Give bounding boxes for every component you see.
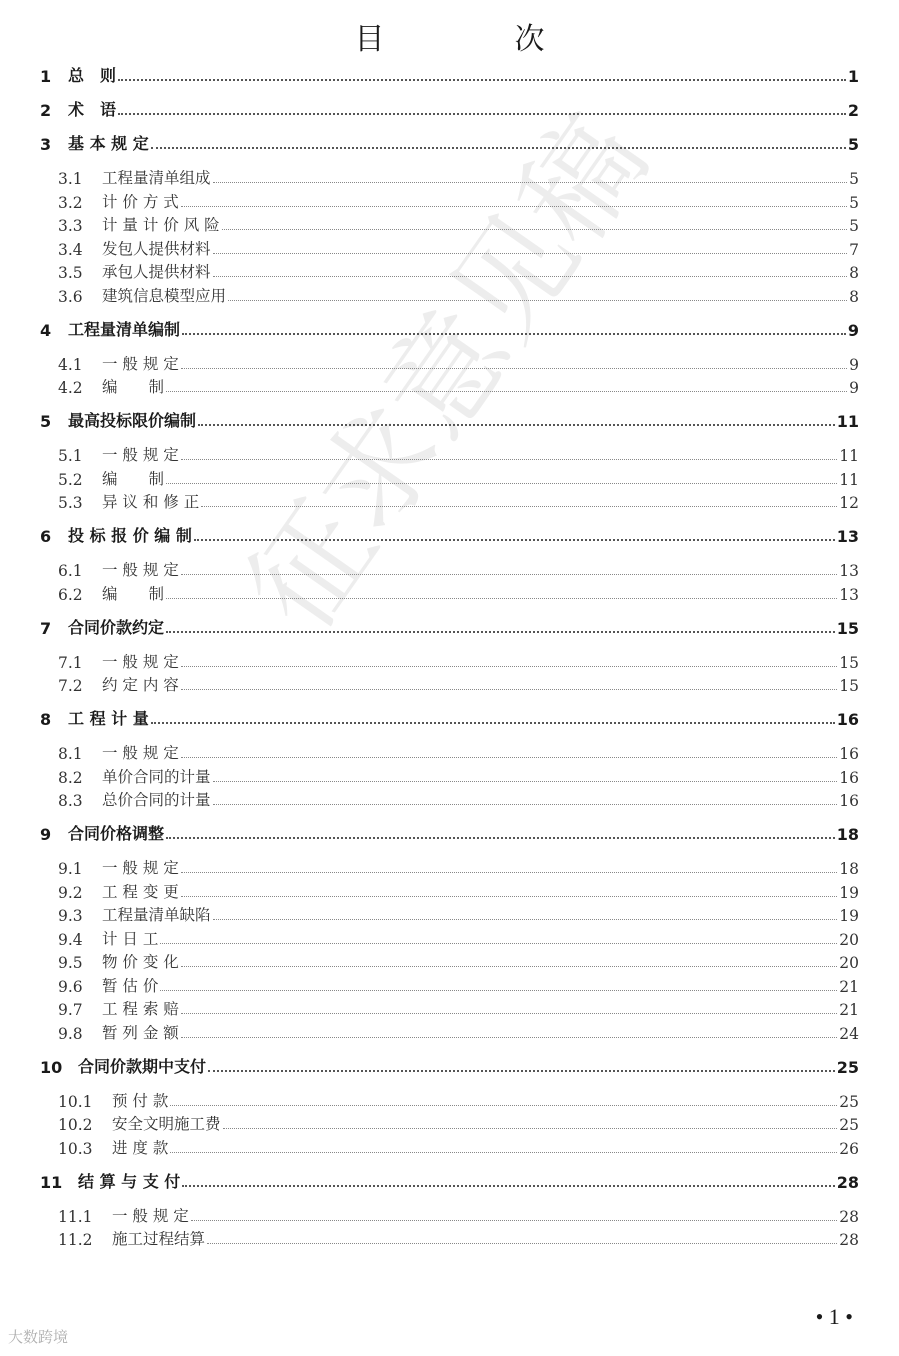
toc-entry-label: 编 制 <box>102 469 165 488</box>
toc-entry-number: 3.4 <box>58 240 83 259</box>
watermark: 征求意见稿 <box>221 91 673 655</box>
toc-chapter-entry[interactable] <box>40 62 859 86</box>
toc-entry-number: 5.3 <box>58 494 83 512</box>
toc-chapter-entry[interactable] <box>40 316 859 340</box>
toc-entry-number: 7 <box>40 618 52 638</box>
toc-entry-page: 19 <box>839 883 859 902</box>
toc-entry-label: 基 本 规 定 <box>68 134 149 153</box>
dot-leader <box>170 1152 837 1153</box>
toc-chapter-entry[interactable] <box>40 1053 859 1077</box>
toc-entry-label: 单价合同的计量 <box>102 767 211 786</box>
dot-leader <box>118 113 846 115</box>
toc-entry-label: 建筑信息模型应用 <box>102 286 227 305</box>
dot-leader <box>182 1185 834 1187</box>
toc-entry-page: 21 <box>839 1001 859 1019</box>
page-number: • 1 • <box>815 1304 853 1329</box>
toc-entry-label: 计 价 方 式 <box>102 192 179 211</box>
toc-section-entry[interactable] <box>58 1110 859 1134</box>
toc-entry-number: 3.6 <box>58 287 83 306</box>
toc-section-entry[interactable] <box>58 786 859 810</box>
toc-entry-label: 工程量清单编制 <box>68 319 181 339</box>
toc-section-entry[interactable] <box>58 763 859 787</box>
toc-entry-label: 最高投标限价编制 <box>68 411 197 430</box>
toc-entry-label: 暂 估 价 <box>102 976 159 995</box>
toc-section-entry[interactable] <box>58 1087 859 1111</box>
dot-leader <box>181 966 837 967</box>
toc-entry-label: 物 价 变 化 <box>102 953 179 971</box>
toc-section-entry[interactable] <box>58 854 859 878</box>
dot-leader <box>191 1220 837 1221</box>
toc-entry-label: 一 般 规 定 <box>102 446 179 464</box>
toc-entry-page: 12 <box>839 494 859 512</box>
toc-entry-page: 20 <box>839 954 859 972</box>
toc-entry-label: 投 标 报 价 编 制 <box>68 526 192 545</box>
dot-leader <box>160 990 837 991</box>
toc-chapter-entry[interactable] <box>40 130 859 154</box>
dot-leader <box>223 1128 838 1129</box>
dot-leader <box>181 206 847 207</box>
toc-entry-page: 28 <box>839 1207 859 1226</box>
dot-leader <box>201 506 837 507</box>
toc-entry-page: 5 <box>847 135 859 154</box>
toc-section-entry[interactable] <box>58 1225 859 1249</box>
toc-chapter-entry[interactable] <box>40 705 859 729</box>
toc-section-entry[interactable] <box>58 925 859 949</box>
toc-entry-label: 总价合同的计量 <box>102 791 211 809</box>
toc-entry-number: 4.1 <box>58 355 83 374</box>
toc-entry-label: 约 定 内 容 <box>102 676 179 694</box>
toc-entry-label: 一 般 规 定 <box>102 561 179 579</box>
toc-entry-label: 工 程 变 更 <box>102 882 179 901</box>
toc-entry-page: 28 <box>839 1231 859 1249</box>
toc-entry-page: 1 <box>847 67 859 86</box>
toc-chapter-entry[interactable] <box>40 1168 859 1192</box>
toc-section-entry[interactable] <box>58 188 859 212</box>
toc-entry-page: 25 <box>836 1057 859 1077</box>
toc-section-entry[interactable] <box>58 739 859 763</box>
dot-leader <box>213 781 838 782</box>
toc-entry-page: 13 <box>839 562 859 580</box>
dot-leader <box>181 757 837 758</box>
toc-entry-page: 16 <box>839 768 859 787</box>
toc-entry-label: 异 议 和 修 正 <box>102 493 200 511</box>
toc-entry-page: 7 <box>849 240 859 259</box>
toc-section-entry[interactable] <box>58 488 859 512</box>
dot-leader <box>181 896 837 897</box>
toc-entry-label: 一 般 规 定 <box>102 859 179 877</box>
dot-leader <box>181 1037 837 1038</box>
toc-entry-page: 5 <box>849 170 859 188</box>
toc-section-entry[interactable] <box>58 282 859 306</box>
toc-entry-page: 25 <box>839 1092 859 1111</box>
dot-leader <box>222 229 847 230</box>
page-title: 目 次 <box>354 22 595 57</box>
toc-entry-number: 11 <box>40 1172 63 1192</box>
toc-entry-label: 一 般 规 定 <box>102 652 179 671</box>
toc-entry-page: 15 <box>839 677 859 695</box>
toc-entry-label: 一 般 规 定 <box>102 354 179 373</box>
toc-entry-label: 计 量 计 价 风 险 <box>102 216 220 234</box>
toc-entry-label: 结 算 与 支 付 <box>78 1171 181 1191</box>
toc-entry-label: 计 日 工 <box>102 929 159 948</box>
toc-entry-number: 9.4 <box>58 930 83 949</box>
toc-entry-label: 工程量清单组成 <box>102 169 211 187</box>
toc-entry-label: 一 般 规 定 <box>112 1206 189 1225</box>
dot-leader <box>207 1243 837 1244</box>
toc-entry-page: 5 <box>849 193 859 212</box>
toc-entry-page: 15 <box>839 653 859 672</box>
toc-entry-number: 9.7 <box>58 1001 83 1019</box>
toc-entry-page: 24 <box>839 1024 859 1043</box>
toc-entry-number: 3 <box>40 135 52 154</box>
dot-leader <box>166 837 835 839</box>
toc-entry-number: 3.2 <box>58 193 83 212</box>
toc-entry-page: 2 <box>847 101 859 120</box>
toc-entry-label: 合同价格调整 <box>68 824 165 843</box>
toc-entry-number: 8.1 <box>58 745 83 763</box>
toc-entry-number: 9.5 <box>58 954 83 972</box>
toc-entry-number: 10 <box>40 1057 63 1077</box>
toc-entry-number: 8.2 <box>58 768 83 787</box>
toc-entry-page: 8 <box>849 287 859 306</box>
toc-entry-number: 5.1 <box>58 447 83 465</box>
toc-entry-page: 5 <box>849 217 859 235</box>
dot-leader <box>213 804 838 805</box>
toc-entry-label: 安全文明施工费 <box>112 1115 221 1133</box>
toc-section-entry[interactable] <box>58 995 859 1019</box>
toc-entry-number: 2 <box>40 101 52 120</box>
toc-entry-label: 承包人提供材料 <box>102 263 211 281</box>
toc-entry-page: 20 <box>839 930 859 949</box>
toc-entry-number: 9.1 <box>58 860 83 878</box>
toc-entry-page: 16 <box>839 745 859 763</box>
toc-entry-number: 1 <box>40 67 52 86</box>
toc-section-entry[interactable] <box>58 556 859 580</box>
toc-section-entry[interactable] <box>58 901 859 925</box>
toc-entry-page: 21 <box>839 977 859 996</box>
toc-entry-number: 4 <box>40 320 52 340</box>
toc-chapter-entry[interactable] <box>40 522 859 546</box>
dot-leader <box>181 666 837 667</box>
toc-entry-label: 预 付 款 <box>112 1091 169 1110</box>
toc-entry-number: 7.2 <box>58 677 83 695</box>
toc-entry-page: 28 <box>836 1172 859 1192</box>
toc-section-entry[interactable] <box>58 878 859 902</box>
toc-entry-number: 5 <box>40 412 52 431</box>
toc-entry-label: 施工过程结算 <box>112 1230 206 1248</box>
toc-chapter-entry[interactable] <box>40 820 859 844</box>
dot-leader <box>198 424 835 426</box>
toc-entry-page: 16 <box>836 710 859 729</box>
toc-entry-label: 编 制 <box>102 584 165 603</box>
toc-entry-number: 6.1 <box>58 562 83 580</box>
toc-entry-page: 15 <box>836 618 859 638</box>
toc-entry-number: 4.2 <box>58 379 83 397</box>
dot-leader <box>181 1013 837 1014</box>
toc-section-entry[interactable] <box>58 580 859 604</box>
toc-entry-label: 合同价款期中支付 <box>78 1056 207 1076</box>
dot-leader <box>182 333 846 335</box>
toc-entry-page: 16 <box>839 792 859 810</box>
toc-entry-number: 10.1 <box>58 1092 93 1111</box>
toc-entry-label: 暂 列 金 额 <box>102 1023 179 1042</box>
toc-entry-label: 总 则 <box>68 66 117 85</box>
dot-leader <box>213 276 847 277</box>
dot-leader <box>181 459 837 460</box>
toc-entry-page: 11 <box>839 447 859 465</box>
toc-entry-number: 9.6 <box>58 977 83 996</box>
dot-leader <box>208 1070 835 1072</box>
toc-entry-page: 25 <box>839 1116 859 1134</box>
dot-leader <box>228 300 847 301</box>
toc-chapter-entry[interactable] <box>40 614 859 638</box>
toc-entry-number: 8 <box>40 710 52 729</box>
toc-entry-page: 13 <box>836 527 859 546</box>
toc-entry-label: 术 语 <box>68 100 117 119</box>
toc-entry-number: 11.2 <box>58 1231 93 1249</box>
toc-section-entry[interactable] <box>58 465 859 489</box>
toc-section-entry[interactable] <box>58 648 859 672</box>
toc-entry-page: 18 <box>836 825 859 844</box>
dot-leader <box>166 391 847 392</box>
dot-leader <box>181 368 847 369</box>
toc-entry-label: 编 制 <box>102 378 165 396</box>
dot-leader <box>213 182 847 183</box>
toc-entry-page: 9 <box>849 379 859 397</box>
brand-watermark: 大数跨境 <box>8 1328 69 1346</box>
dot-leader <box>160 943 837 944</box>
toc-entry-number: 6 <box>40 527 52 546</box>
toc-section-entry[interactable] <box>58 258 859 282</box>
dot-leader <box>181 872 837 873</box>
toc-chapter-entry[interactable] <box>40 407 859 431</box>
toc-section-entry[interactable] <box>58 211 859 235</box>
toc-entry-page: 26 <box>839 1139 859 1158</box>
toc-section-entry[interactable] <box>58 235 859 259</box>
toc-section-entry[interactable] <box>58 972 859 996</box>
toc-entry-label: 工 程 计 量 <box>68 709 149 728</box>
toc-entry-label: 发包人提供材料 <box>102 239 211 258</box>
toc-entry-number: 9.8 <box>58 1024 83 1043</box>
dot-leader <box>151 722 835 724</box>
toc-entry-page: 9 <box>847 320 859 340</box>
toc-entry-page: 11 <box>839 470 859 489</box>
toc-section-entry[interactable] <box>58 1134 859 1158</box>
toc-entry-number: 9 <box>40 825 52 844</box>
toc-entry-number: 8.3 <box>58 792 83 810</box>
toc-entry-label: 工程量清单缺陷 <box>102 906 211 924</box>
dot-leader <box>166 631 835 633</box>
dot-leader <box>181 689 837 690</box>
dot-leader <box>170 1105 837 1106</box>
toc-entry-number: 10.2 <box>58 1116 93 1134</box>
toc-entry-number: 9.2 <box>58 883 83 902</box>
toc-entry-label: 一 般 规 定 <box>102 744 179 762</box>
dot-leader <box>213 253 847 254</box>
toc-entry-number: 9.3 <box>58 907 83 925</box>
toc-entry-number: 3.1 <box>58 170 83 188</box>
toc-section-entry[interactable] <box>58 948 859 972</box>
toc-section-entry[interactable] <box>58 164 859 188</box>
toc-section-entry[interactable] <box>58 350 859 374</box>
toc-entry-page: 8 <box>849 264 859 282</box>
toc-entry-label: 进 度 款 <box>112 1138 169 1157</box>
toc-entry-page: 13 <box>839 585 859 604</box>
toc-chapter-entry[interactable] <box>40 96 859 120</box>
toc-section-entry[interactable] <box>58 1019 859 1043</box>
toc-entry-number: 6.2 <box>58 585 83 604</box>
dot-leader <box>118 79 846 81</box>
toc-entry-number: 5.2 <box>58 470 83 489</box>
toc-entry-page: 11 <box>836 412 859 431</box>
toc-section-entry[interactable] <box>58 671 859 695</box>
toc-entry-page: 19 <box>839 907 859 925</box>
toc-entry-number: 3.3 <box>58 217 83 235</box>
toc-section-entry[interactable] <box>58 441 859 465</box>
dot-leader <box>181 574 837 575</box>
toc-entry-number: 7.1 <box>58 653 83 672</box>
dot-leader <box>194 539 835 541</box>
dot-leader <box>151 147 846 149</box>
toc-entry-number: 11.1 <box>58 1207 93 1226</box>
dot-leader <box>166 483 837 484</box>
toc-entry-number: 3.5 <box>58 264 83 282</box>
toc-entry-label: 工 程 索 赔 <box>102 1000 179 1018</box>
toc-entry-page: 9 <box>849 355 859 374</box>
dot-leader <box>213 919 838 920</box>
toc-entry-label: 合同价款约定 <box>68 617 165 637</box>
dot-leader <box>166 598 837 599</box>
toc-section-entry[interactable] <box>58 1202 859 1226</box>
toc-entry-page: 18 <box>839 860 859 878</box>
toc-section-entry[interactable] <box>58 373 859 397</box>
toc-entry-number: 10.3 <box>58 1139 93 1158</box>
